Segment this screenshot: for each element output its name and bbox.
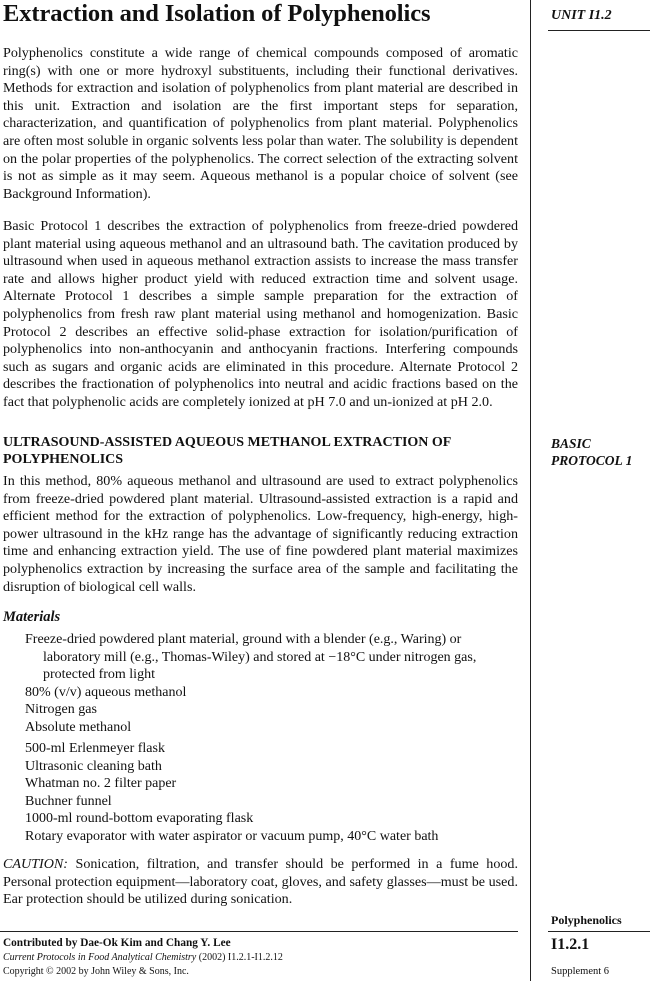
list-item: Whatman no. 2 filter paper [25, 776, 177, 792]
list-item: 500-ml Erlenmeyer flask [25, 741, 165, 756]
list-item: Freeze-dried powdered plant material, ground with a blender (e.g., Waring) or laboratory mill (e.g., Thomas-Wiley) and stored at −18°C under nitrogen gas, protected from light [25, 632, 477, 683]
list-item: 80% (v/v) aqueous methanol [25, 684, 187, 700]
list-item: 1000-ml round-bottom evaporating flask [25, 811, 254, 827]
journal-title: Current Protocols in Food Analytical Chemistry [3, 952, 197, 963]
list-item: Nitrogen gas [25, 702, 97, 718]
sidebar-rule-top [548, 30, 650, 31]
caution-paragraph [3, 856, 518, 909]
protocol-paragraph: In this method, 80% aqueous methanol and ultrasound are used to extract polyphenolics from freeze-dried powdered plant material. Ultrasound-assisted extraction is a rapid and efficient method for the extraction of polyphenolics. Low-frequency, high-energy, high-power ultrasound in the kHz range has the advantage of significantly reducing extraction time and enhancing extraction yield. The use of fine powdered plant material maximizes polyphenolics extraction by increasing the surface area of the sample and facilitating the disruption of biological cell walls. [3, 473, 518, 595]
main-column [3, 0, 518, 908]
unit-label: UNIT I1.2 [551, 8, 612, 23]
page-number: I1.2.1 [551, 936, 590, 953]
list-item: Ultrasonic cleaning bath [25, 758, 162, 774]
section-label-line1: BASIC [551, 436, 591, 451]
list-item: Rotary evaporator with water aspirator or vacuum pump, 40°C water bath [25, 828, 439, 844]
column-divider [530, 0, 531, 981]
page-title: Extraction and Isolation of Polyphenolics [3, 0, 431, 27]
supplement-label: Supplement 6 [551, 966, 610, 977]
protocol-heading: ULTRASOUND-ASSISTED AQUEOUS METHANOL EXTRACTION OF POLYPHENOLICS [3, 435, 451, 467]
sidebar-rule-bottom [548, 931, 650, 932]
list-item: Absolute methanol [25, 719, 132, 735]
footer-rule [0, 931, 518, 932]
running-head: Polyphenolics [551, 913, 622, 927]
intro-paragraph-2: Basic Protocol 1 describes the extraction of polyphenolics from freeze-dried powdered plant material using aqueous methanol and an ultrasound bath. The cavitation produced by ultrasound when used in aqueous methanol extraction assists to increase the mass transfer rate and allows higher product yield with reduced extraction time and solvent usage. Alternate Protocol 1 describes a simple sample preparation for the extraction of polyphenolics from fresh raw plant material using methanol and homogenization. Basic Protocol 2 describes an effective solid-phase extraction for isolation/purification of polyphenolics into non-anthocyanin and anthocyanin fractions. Interfering compounds such as sugars and organic acids are eliminated in this procedure. Alternate Protocol 2 describes the fractionation of polyphenolics into neutral and acidic fractions based on the fact that polyphenolic acids are completely ionized at pH 7.0 and un-ionized at pH 2.0. [3, 218, 518, 410]
copyright: Copyright © 2002 by John Wiley & Sons, Inc. [3, 966, 189, 977]
materials-heading: Materials [3, 609, 61, 625]
caution-text: Sonication, filtration, and transfer should be performed in a fume hood. Personal protection equipment—laboratory coat, gloves, and safety glasses—must be used. Ear protection should be utilized during sonication. [3, 856, 518, 908]
contributors: Contributed by Dae-Ok Kim and Chang Y. Lee [3, 937, 231, 949]
list-item: Buchner funnel [25, 793, 112, 809]
materials-list-reagents [25, 631, 515, 737]
caution-label: CAUTION: [3, 856, 68, 872]
intro-paragraph-1: Polyphenolics constitute a wide range of chemical compounds composed of aromatic ring(s) with one or more hydroxyl substituents, including their functional derivatives. Methods for extraction and isolation of polyphenolics from plant material are described in this unit. Extraction and isolation are the first important steps for separation, characterization, and quantification of polyphenolics from plant material. Polyphenolics are often most soluble in organic solvents less polar than water. The solubility is dependent on the polar properties of the polyphenolics. The correct selection of the extracting solvent is not as simple as it may seem. Aqueous methanol is a popular choice of solvent (see Background Information). [3, 45, 518, 202]
journal-ref: (2002) I1.2.1-I1.2.12 [196, 952, 283, 963]
section-label [551, 435, 632, 469]
section-label-line2: PROTOCOL 1 [551, 453, 633, 468]
materials-list-equipment [25, 740, 515, 846]
journal-citation [3, 952, 283, 963]
